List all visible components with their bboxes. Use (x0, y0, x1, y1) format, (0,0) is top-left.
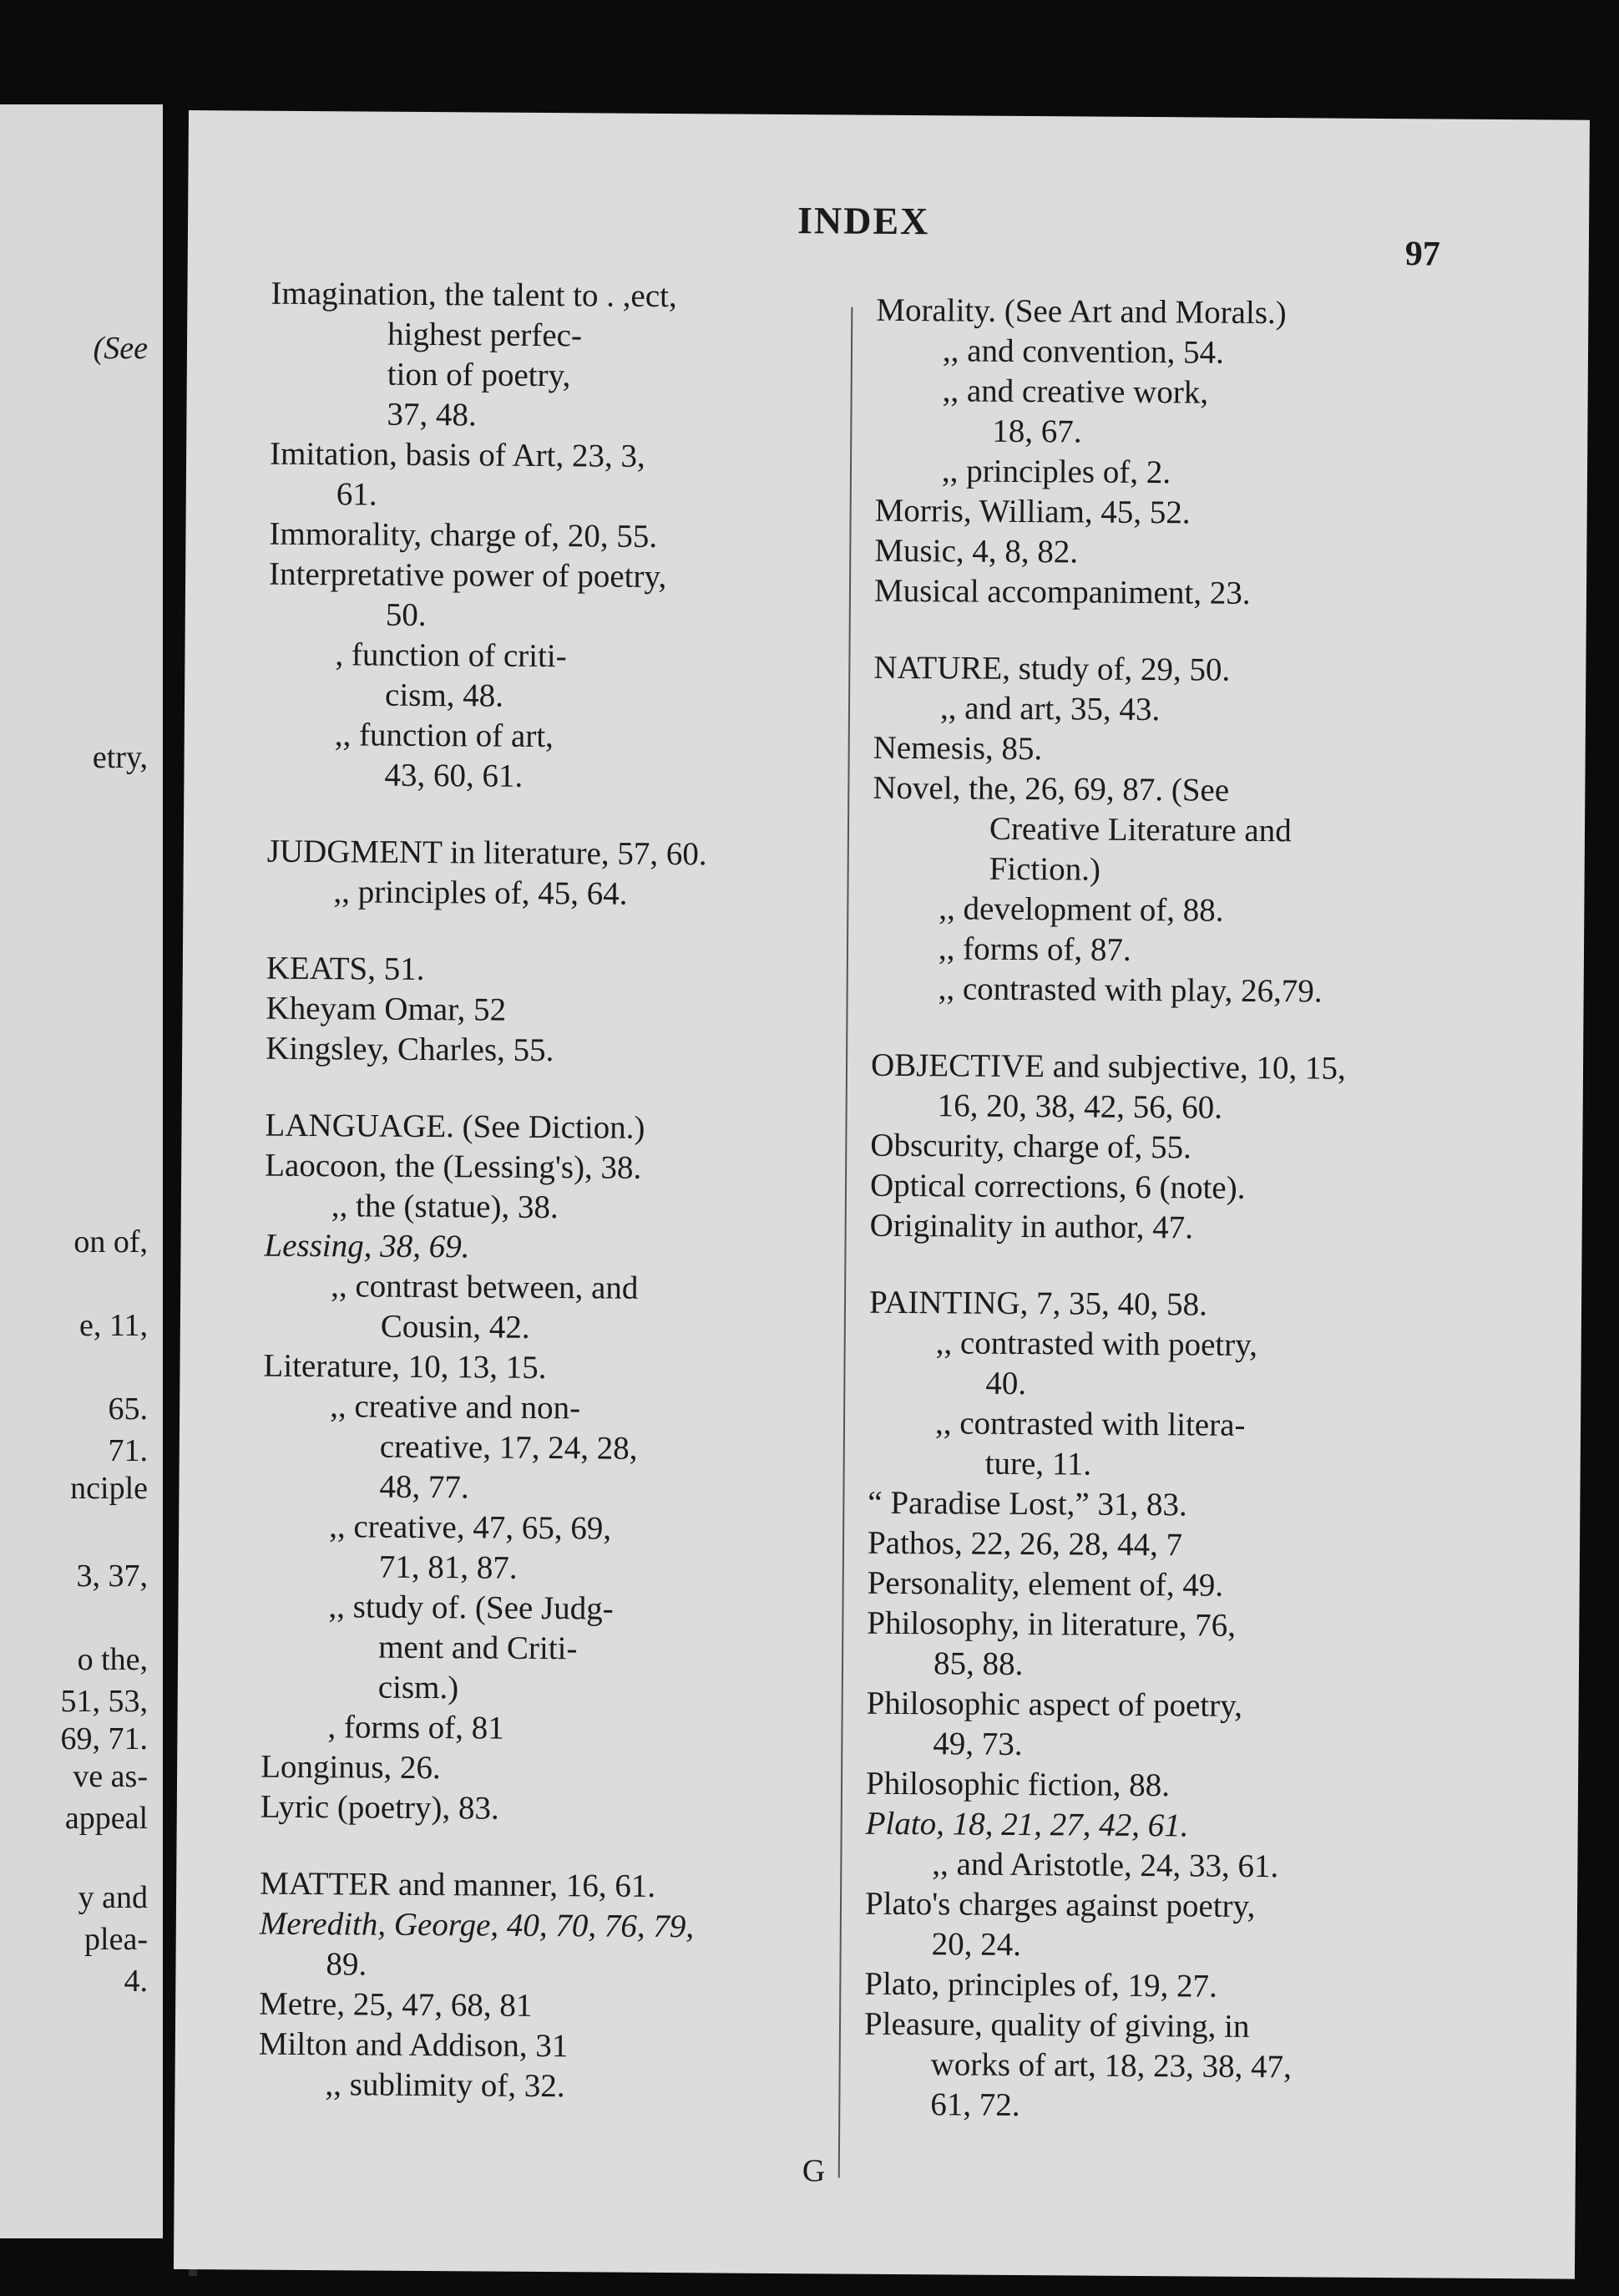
index-entry: , forms of, 81 (327, 1709, 504, 1746)
index-entry: ,, and Aristotle, 24, 33, 61. (932, 1846, 1279, 1885)
index-entry: Metre, 25, 47, 68, 81 (259, 1985, 533, 2024)
facing-page-text: 3, 37, (76, 1559, 148, 1594)
index-entry: 40. (985, 1365, 1027, 1402)
index-entry: ,, function of art, (334, 717, 554, 755)
index-entry: Music, 4, 8, 82. (874, 532, 1079, 570)
facing-page-text: on of, (73, 1224, 148, 1260)
section-gap (266, 912, 834, 953)
index-entry: 18, 67. (992, 413, 1082, 450)
index-entry: Longinus, 26. (261, 1748, 441, 1787)
index-entry: PAINTING, 7, 35, 40, 58. (868, 1284, 1208, 1323)
index-entry: “ Paradise Lost,” 31, 83. (868, 1484, 1187, 1523)
index-page (174, 110, 1590, 2279)
index-entry: Interpretative power of poetry, (268, 555, 667, 596)
index-entry: Meredith, George, 40, 70, 76, 79, (259, 1905, 695, 1945)
section-gap (869, 1246, 1487, 1287)
section-gap (871, 1009, 1489, 1050)
facing-page-text: 4. (124, 1964, 148, 1999)
column-divider (838, 307, 853, 2178)
index-entry: Philosophic fiction, 88. (865, 1765, 1171, 1804)
index-entry: ,, development of, 88. (939, 890, 1224, 929)
facing-page-text: 65. (108, 1391, 148, 1427)
index-entry: 71, 81, 87. (378, 1548, 518, 1586)
facing-page-text: e, 11, (79, 1308, 148, 1343)
index-entry: Optical corrections, 6 (note). (869, 1167, 1246, 1206)
index-entry: 85, 88. (933, 1645, 1024, 1683)
page-number: 97 (1404, 235, 1440, 274)
facing-page-text: plea- (84, 1922, 148, 1957)
signature-mark: G (802, 2153, 826, 2189)
section-gap (266, 1069, 833, 1110)
index-entry: Plato, 18, 21, 27, 42, 61. (865, 1805, 1189, 1844)
index-entry: Morality. (See Art and Morals.) (876, 291, 1287, 332)
section-gap (874, 611, 1492, 652)
index-entry: Plato's charges against poetry, (864, 1885, 1256, 1924)
index-entry: 20, 24. (931, 1926, 1022, 1964)
index-entry: 16, 20, 38, 42, 56, 60. (937, 1087, 1223, 1126)
index-entry: ment and Criti- (378, 1629, 578, 1667)
index-entry: ,, contrasted with poetry, (935, 1325, 1258, 1363)
facing-page-text: ve as- (73, 1759, 148, 1794)
index-entry: Plato, principles of, 19, 27. (864, 1965, 1217, 2005)
index-entry: JUDGMENT in literature, 57, 60. (266, 833, 707, 873)
facing-page-text: appeal (64, 1801, 148, 1836)
index-entry: ,, principles of, 45, 64. (333, 874, 628, 912)
index-entry: 37, 48. (387, 396, 477, 433)
index-entry: Imitation, basis of Art, 23, 3, (269, 435, 645, 474)
index-entry: Creative Literature and (989, 810, 1292, 849)
index-entry: KEATS, 51. (266, 950, 425, 987)
index-entry: Philosophy, in literature, 76, (867, 1604, 1237, 1644)
index-column-right (863, 291, 1494, 2129)
facing-page-text: o the, (77, 1642, 148, 1677)
index-entry: ,, creative, 47, 65, 69, (329, 1508, 612, 1547)
index-entry: OBJECTIVE and subjective, 10, 15, (870, 1047, 1346, 1087)
index-entry: ,, and creative work, (942, 373, 1209, 411)
page-title: INDEX (797, 199, 930, 243)
index-entry: highest perfec- (387, 316, 583, 354)
index-entry: Lessing, 38, 69. (264, 1227, 470, 1265)
index-entry: cism, 48. (384, 677, 504, 714)
index-entry: ,, contrasted with play, 26,79. (938, 971, 1323, 1010)
index-entry: Kheyam Omar, 52 (266, 990, 507, 1028)
index-column-left (258, 274, 838, 2109)
index-entry: 43, 60, 61. (384, 757, 524, 794)
index-entry: Musical accompaniment, 23. (873, 572, 1251, 611)
index-entry: ,, contrast between, and (331, 1268, 639, 1306)
index-entry: Imagination, the talent to . ,ect, (271, 275, 677, 315)
index-entry: Morris, William, 45, 52. (874, 492, 1191, 531)
index-entry: ,, and art, 35, 43. (939, 690, 1161, 728)
index-entry: Laocoon, the (Lessing's), 38. (265, 1147, 642, 1186)
index-entry: ,, the (statue), 38. (331, 1188, 559, 1226)
index-entry: LANGUAGE. (See Diction.) (265, 1107, 645, 1146)
index-entry: ,, sublimity of, 32. (325, 2066, 565, 2105)
index-entry: Personality, element of, 49. (867, 1564, 1224, 1604)
index-entry: 48, 77. (379, 1468, 469, 1506)
index-entry: ,, and convention, 54. (942, 332, 1225, 371)
index-entry: creative, 17, 24, 28, (379, 1428, 638, 1467)
index-entry: ,, study of. (See Judg- (328, 1589, 614, 1627)
index-entry: ,, contrasted with litera- (934, 1405, 1246, 1443)
index-entry: NATURE, study of, 29, 50. (873, 649, 1231, 688)
index-entry: , function of criti- (335, 636, 567, 675)
index-entry: 49, 73. (933, 1726, 1023, 1763)
facing-page-text: etry, (92, 740, 148, 775)
index-entry: 50. (385, 596, 427, 634)
index-entry: 61, 72. (930, 2086, 1020, 2124)
facing-page-text: 69, 71. (60, 1721, 148, 1756)
facing-page-text: y and (78, 1880, 148, 1915)
index-entry: 89. (326, 1946, 367, 1983)
index-entry: Immorality, charge of, 20, 55. (269, 515, 658, 555)
index-entry: Cousin, 42. (380, 1308, 530, 1346)
index-entry: Obscurity, charge of, 55. (870, 1127, 1191, 1166)
index-entry: works of art, 18, 23, 38, 47, (930, 2046, 1293, 2086)
index-entry: cism.) (377, 1669, 459, 1706)
index-entry: Pleasure, quality of giving, in (863, 2005, 1250, 2045)
index-entry: 61. (336, 476, 377, 513)
index-entry: Literature, 10, 13, 15. (263, 1347, 547, 1386)
index-entry: Originality in author, 47. (869, 1207, 1194, 1246)
facing-page-text: 51, 53, (60, 1684, 148, 1719)
index-entry: MATTER and manner, 16, 61. (260, 1865, 656, 1904)
index-entry: Kingsley, Charles, 55. (266, 1030, 554, 1069)
facing-page-text: (See (93, 331, 148, 366)
index-entry: Nemesis, 85. (873, 729, 1043, 768)
index-entry: ,, creative and non- (330, 1388, 581, 1427)
facing-page-text: nciple (70, 1471, 148, 1506)
index-entry: Novel, the, 26, 69, 87. (See (873, 769, 1230, 808)
index-entry: Pathos, 22, 26, 28, 44, 7 (867, 1524, 1183, 1564)
index-entry: ture, 11. (984, 1445, 1092, 1483)
index-entry: Milton and Addison, 31 (258, 2025, 569, 2065)
section-gap (260, 1827, 827, 1868)
index-entry: Philosophic aspect of poetry, (866, 1685, 1243, 1724)
index-entry: ,, forms of, 87. (938, 930, 1131, 968)
index-entry: Fiction.) (989, 850, 1101, 888)
facing-page-text: 71. (108, 1433, 148, 1468)
index-entry: ,, principles of, 2. (941, 453, 1171, 491)
section-gap (267, 795, 835, 836)
index-entry: tion of poetry, (387, 356, 571, 394)
facing-page-fragment (0, 104, 163, 2238)
index-entry: Lyric (poetry), 83. (260, 1788, 499, 1827)
